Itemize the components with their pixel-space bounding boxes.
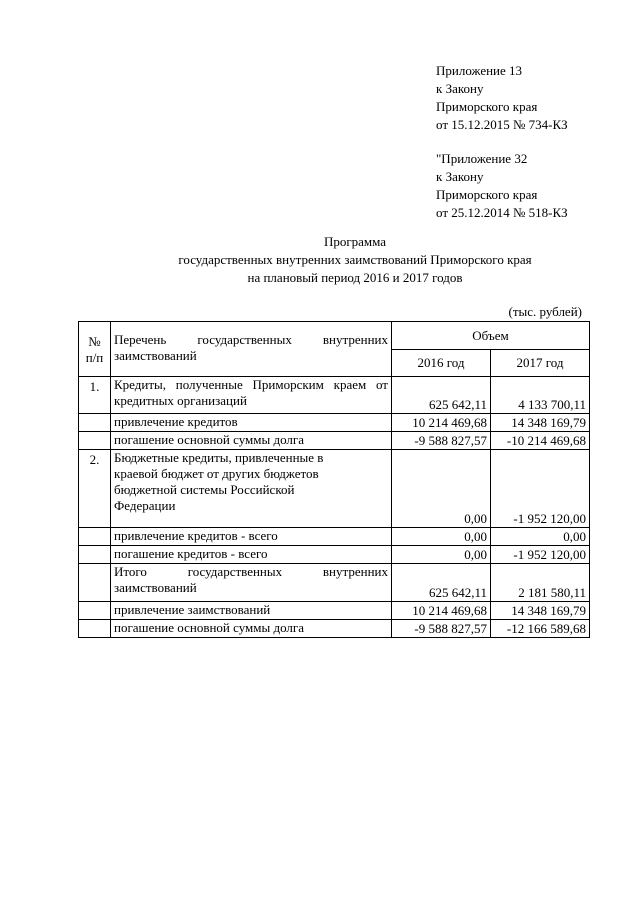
row-label: привлечение кредитов (111, 414, 392, 432)
title-line2: государственных внутренних заимствований Приморского края (178, 252, 532, 267)
table-row (79, 377, 590, 414)
row-value-2017: -1 952 120,00 (491, 546, 590, 564)
appendix-previous-line1: "Приложение 32 (436, 151, 528, 166)
row-value-2017: 14 348 169,79 (491, 602, 590, 620)
appendix-current-line4: от 15.12.2015 № 734-КЗ (436, 117, 568, 132)
appendix-current-line3: Приморского края (436, 99, 538, 114)
header-year-2016: 2016 год (392, 350, 491, 377)
title-line1: Программа (323, 234, 387, 249)
header-volume: Объем (392, 322, 590, 350)
row-num (79, 414, 111, 432)
borrowing-program-table (78, 321, 590, 638)
row-value-2016: 10 214 469,68 (392, 414, 491, 432)
table-row (79, 432, 590, 450)
row-value-2016: -9 588 827,57 (392, 620, 491, 638)
row-value-2017: 0,00 (491, 528, 590, 546)
row-num (79, 620, 111, 638)
row-num: 2. (79, 450, 111, 528)
row-value-2016: 10 214 469,68 (392, 602, 491, 620)
row-value-2016: -9 588 827,57 (392, 432, 491, 450)
units-label: (тыс. рублей) (508, 304, 582, 319)
row-label: Кредиты, полученные Приморским краем от кредитных организаций (111, 377, 392, 414)
appendix-previous-line4: от 25.12.2014 № 518-КЗ (436, 205, 568, 220)
table-row (79, 602, 590, 620)
row-num (79, 602, 111, 620)
row-value-2016: 625 642,11 (392, 377, 491, 414)
appendix-current-header (436, 62, 568, 134)
appendix-current-line2: к Закону (436, 81, 484, 96)
appendix-current-line1: Приложение 13 (436, 63, 523, 78)
table-row (79, 414, 590, 432)
table-row (79, 450, 590, 528)
row-value-2017: -12 166 589,68 (491, 620, 590, 638)
row-label: привлечение кредитов - всего (111, 528, 392, 546)
title-line3: на плановый период 2016 и 2017 годов (247, 270, 463, 285)
table-row (79, 620, 590, 638)
row-label: привлечение заимствований (111, 602, 392, 620)
row-num (79, 564, 111, 602)
row-value-2016: 0,00 (392, 450, 491, 528)
row-value-2016: 625 642,11 (392, 564, 491, 602)
row-value-2016: 0,00 (392, 546, 491, 564)
row-value-2017: 14 348 169,79 (491, 414, 590, 432)
appendix-previous-line3: Приморского края (436, 187, 538, 202)
table-row (79, 564, 590, 602)
row-value-2017: 2 181 580,11 (491, 564, 590, 602)
header-list-text: Перечень государственных внутренних заимствований (114, 332, 388, 363)
row-value-2017: -10 214 469,68 (491, 432, 590, 450)
row-value-2017: -1 952 120,00 (491, 450, 590, 528)
row-num (79, 528, 111, 546)
table-row (79, 528, 590, 546)
row-label: погашение основной суммы долга (111, 620, 392, 638)
row-value-2017: 4 133 700,11 (491, 377, 590, 414)
header-num: № п/п (79, 322, 111, 377)
header-year-2017: 2017 год (491, 350, 590, 377)
row-label: Итого государственных внутренних заимствований (111, 564, 392, 602)
document-title (120, 233, 590, 287)
row-label: Бюджетные кредиты, привлеченные в краевой бюджет от других бюджетов бюджетной системы Российской Федерации (111, 450, 392, 528)
row-num (79, 546, 111, 564)
appendix-previous-header (436, 150, 568, 222)
row-value-2016: 0,00 (392, 528, 491, 546)
row-num (79, 432, 111, 450)
row-label: погашение кредитов - всего (111, 546, 392, 564)
header-list (111, 322, 392, 377)
row-num: 1. (79, 377, 111, 414)
table-row (79, 546, 590, 564)
row-label: погашение основной суммы долга (111, 432, 392, 450)
appendix-previous-line2: к Закону (436, 169, 484, 184)
